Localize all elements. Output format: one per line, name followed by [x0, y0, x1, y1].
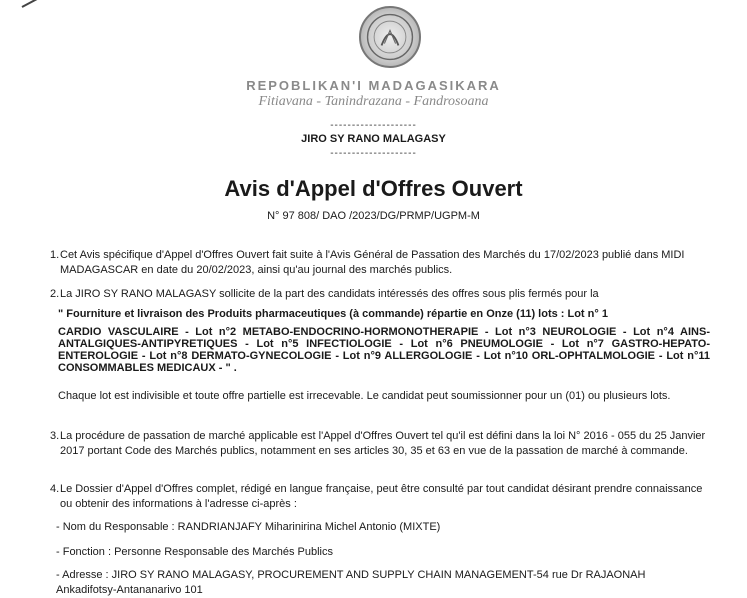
lots-list: CARDIO VASCULAIRE - Lot n°2 METABO-ENDOCRINO-HORMONOTHERAPIE - Lot n°3 NEUROLOGIE - Lot n°4 AINS-ANTALGIQUES-ANTIPYRETIQUES - Lot n°5 INFECTIOLOGIE - Lot n°6 PNEUMOLOGIE - Lot n°7 GASTRO-HEPATO-ENTEROLOGIE - Lot n°8 DERMATO-GYNECOLOGIE - Lot n°9 ALLERGOLOGIE - Lot n°10 ORL-OPHTALMOLOGIE - Lot n°11 CONSOMMABLES MEDICAUX - " .	[58, 326, 710, 374]
contact-name: - Nom du Responsable : RANDRIANJAFY Miharinirina Michel Antonio (MIXTE)	[56, 521, 441, 533]
notice-title: Avis d'Appel d'Offres Ouvert	[224, 176, 523, 201]
paragraph-1	[50, 248, 708, 278]
separator-bottom: --------------------	[330, 148, 417, 159]
paragraph-1-text: Cet Avis spécifique d'Appel d'Offres Ouvert fait suite à l'Avis Général de Passation des Marchés du 17/02/2023 publié dans MIDI MADAGASCAR en date du 20/02/2023, ainsi qu'au journal des marchés publics.	[60, 249, 685, 276]
issuing-organization: JIRO SY RANO MALAGASY	[301, 133, 446, 145]
procurement-subject: " Fourniture et livraison des Produits pharmaceutiques (à commande) répartie en Onze (11) lots : Lot n° 1	[58, 308, 608, 320]
paragraph-4-text: Le Dossier d'Appel d'Offres complet, rédigé en langue française, peut être consulté par tout candidat désirant prendre connaissance ou obtenir des informations à l'adresse ci-après :	[60, 483, 703, 510]
seal-emblem-icon	[361, 8, 419, 66]
pen-stroke-mark	[22, 0, 62, 8]
contact-function: - Fonction : Personne Responsable des Marchés Publics	[56, 546, 333, 558]
notice-reference: N° 97 808/ DAO /2023/DG/PRMP/UGPM-M	[267, 210, 480, 222]
paragraph-2	[50, 287, 708, 302]
separator-top: --------------------	[330, 120, 417, 131]
republic-name: REPOBLIKAN'I MADAGASIKARA	[246, 78, 501, 93]
paragraph-4-number: 4.	[50, 483, 60, 495]
paragraph-3	[50, 429, 708, 459]
paragraph-3-number: 3.	[50, 430, 60, 442]
national-motto: Fitiavana - Tanindrazana - Fandrosoana	[258, 94, 489, 109]
paragraph-3-text: La procédure de passation de marché applicable est l'Appel d'Offres Ouvert tel qu'il est défini dans la loi N° 2016 - 055 du 25 Janvier 2017 portant Code des Marchés publics, notamment en ses articles 30, 35 et 63 en vue de la passation de marché à commande.	[60, 430, 706, 457]
paragraph-2-number: 2.	[50, 288, 60, 300]
contact-address: - Adresse : JIRO SY RANO MALAGASY, PROCUREMENT AND SUPPLY CHAIN MANAGEMENT-54 rue Dr RAJAONAH Ankadifotsy-Antananarivo 101	[56, 569, 646, 596]
paragraph-2-text: La JIRO SY RANO MALAGASY sollicite de la part des candidats intéressés des offres sous plis fermés pour la	[60, 288, 599, 300]
paragraph-4	[50, 482, 708, 512]
lots-note: Chaque lot est indivisible et toute offre partielle est irrecevable. Le candidat peut soumissionner pour un (01) ou plusieurs lots.	[58, 390, 671, 402]
national-seal-emblem	[359, 6, 421, 68]
paragraph-1-number: 1.	[50, 249, 60, 261]
